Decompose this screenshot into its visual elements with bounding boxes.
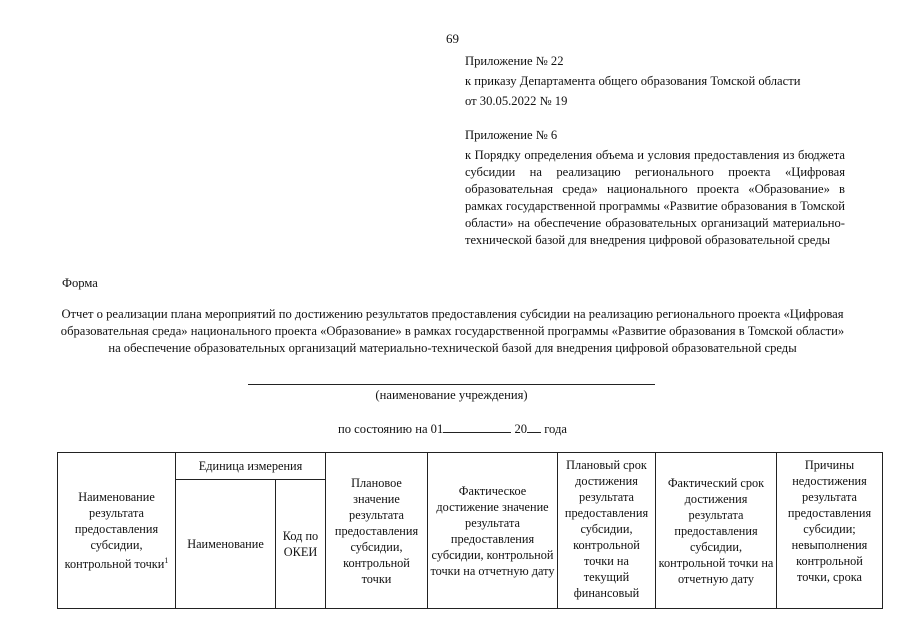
- header-unit-group: Единица измерения: [176, 453, 326, 480]
- header-actual-value: Фактическое достижение значение результата предоставления субсидии, контрольной точки на отчетную дату: [428, 453, 558, 609]
- header-result-name: Наименование результата предоставления субсидии, контрольной точки$^1$: [58, 453, 176, 609]
- header-reasons: Причины недостижения результата предоставления субсидии; невыполнения контрольной точки, срока: [777, 453, 883, 609]
- month-blank: [443, 421, 511, 433]
- header-actual-term: Фактический срок достижения результата предоставления субсидии, контрольной точки на отчетную дату: [656, 453, 777, 609]
- footnote-marker: 1: [164, 555, 169, 565]
- page-number: 69: [446, 31, 459, 46]
- header-okei-code: Код по ОКЕИ: [276, 480, 326, 609]
- header-unit-name: Наименование: [176, 480, 276, 609]
- appendix-6-title: Приложение № 6: [465, 128, 558, 142]
- as-of-year: 20: [514, 422, 528, 436]
- appendix-6-text: к Порядку определения объема и условия предоставления из бюджета субсидии на реализацию регионального проекта «Цифровая образовательная среда» национального проекта «Образование» в рамках государственной программы «Развитие образования в Томской области» на обеспечение образовательных организаций материально-технической базой для внедрения цифровой образовательной среды: [465, 148, 845, 247]
- header-planned-value: Плановое значение результата предоставления субсидии, контрольной точки: [326, 453, 428, 609]
- as-of-date-line: [0, 421, 905, 437]
- appendix-22-title: Приложение № 22: [465, 54, 564, 68]
- appendix-22-line2: от 30.05.2022 № 19: [465, 94, 568, 108]
- appendix-6-block: [465, 127, 845, 249]
- as-of-suffix: года: [544, 422, 567, 436]
- appendix-22-block: [465, 53, 845, 110]
- year-blank: [527, 421, 541, 433]
- report-title: Отчет о реализации плана мероприятий по достижению результатов предоставления субсидии на реализацию регионального проекта «Цифровая образовательная среда» национального проекта «Образование» в рамках государственной программы «Развитие образования в Томской области» на обеспечение образовательных организаций материально-технической базой для внедрения цифровой образовательной среды: [60, 307, 845, 355]
- appendix-22-line1: к приказу Департамента общего образования Томской области: [465, 74, 801, 88]
- form-label: Форма: [62, 276, 98, 290]
- as-of-prefix: по состоянию на 01: [338, 422, 444, 436]
- institution-name-line: [248, 384, 655, 385]
- institution-caption: (наименование учреждения): [375, 388, 528, 402]
- header-planned-term: Плановый срок достижения результата предоставления субсидии, контрольной точки на текущий финансовый: [558, 453, 656, 609]
- report-table: [57, 452, 883, 609]
